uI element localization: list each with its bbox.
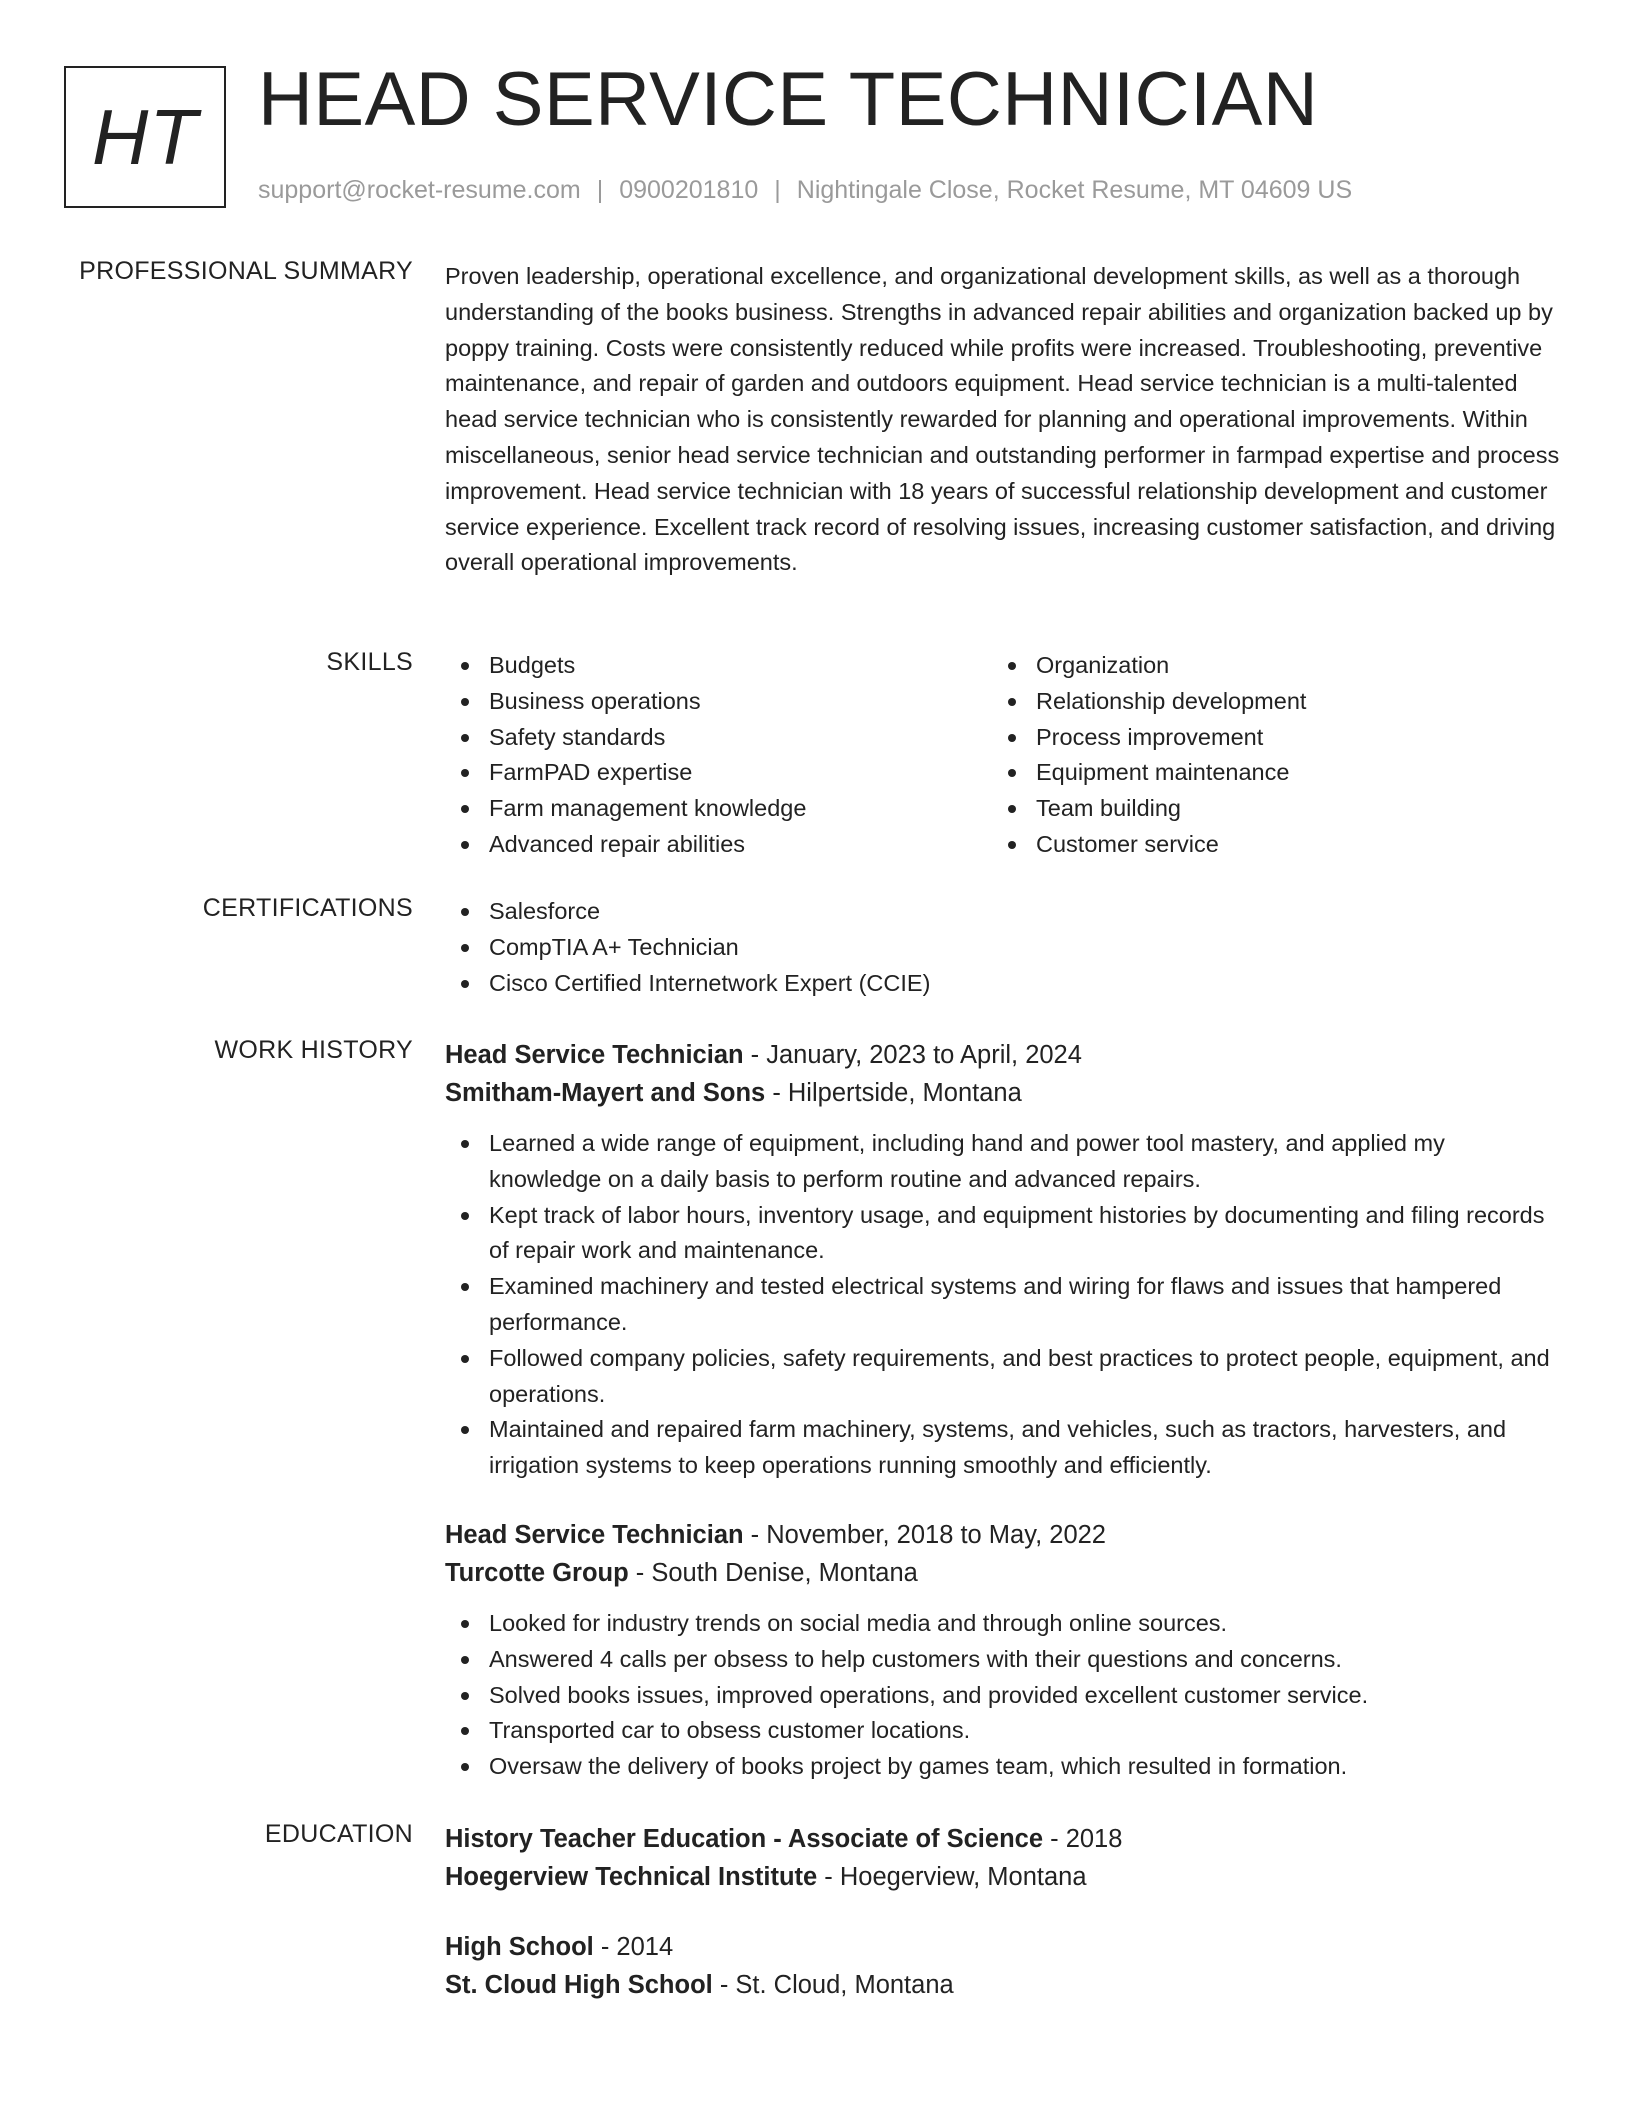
- section-label-education: EDUCATION: [264, 1820, 413, 1848]
- summary-text: Proven leadership, operational excellence, and organizational development skills, as well as a thorough understanding of the books business. Strengths in advanced repair abilities and organization backed up by poppy training. Costs were consistently reduced while profits were increased. Troubleshooting, preventive maintenance, and repair of garden and outdoors equipment. Head service technician is a multi-talented head service technician who is consistently rewarded for planning and operational improvements. Within miscellaneous, senior head service technician and outstanding performer in farmpad expertise and process improvement. Head service technician with 18 years of successful relationship development and customer service experience. Excellent track record of resolving issues, increasing customer satisfaction, and driving overall operational improvements.: [445, 263, 1560, 576]
- contact-line: [258, 176, 1352, 205]
- contact-separator: |: [774, 176, 781, 204]
- skill-item: Equipment maintenance: [992, 755, 1539, 791]
- skills-list-left: [445, 648, 992, 863]
- section-label-skills: SKILLS: [326, 648, 413, 676]
- skill-item: Budgets: [445, 648, 992, 684]
- education-degree-line: [445, 1820, 1560, 1858]
- skill-item: Process improvement: [992, 720, 1539, 756]
- section-label-work-history: WORK HISTORY: [214, 1036, 413, 1064]
- job-entry: [445, 1036, 1560, 1484]
- education-entry: [445, 1820, 1560, 1896]
- job-title-line: [445, 1516, 1560, 1554]
- contact-email: support@rocket-resume.com: [258, 176, 581, 204]
- job-duty-item: Maintained and repaired farm machinery, systems, and vehicles, such as tractors, harvesters, and irrigation systems to keep operations running smoothly and efficiently.: [445, 1412, 1560, 1484]
- skill-item: Business operations: [445, 684, 992, 720]
- job-company: Smitham-Mayert and Sons: [445, 1079, 766, 1107]
- education-year: - 2018: [1043, 1825, 1123, 1853]
- education-degree: History Teacher Education - Associate of Science: [445, 1825, 1044, 1853]
- job-company-line: [445, 1554, 1560, 1592]
- job-dates: - November, 2018 to May, 2022: [743, 1520, 1106, 1549]
- education-entry: [445, 1928, 1560, 2004]
- job-location: - South Denise, Montana: [628, 1558, 918, 1587]
- education-body: [445, 1820, 1560, 2004]
- education-degree-line: [445, 1928, 1560, 1966]
- education-school-line: [445, 1858, 1560, 1896]
- certifications-list: [445, 894, 1560, 1001]
- education-year: - 2014: [593, 1933, 674, 1961]
- monogram-box: [64, 66, 226, 208]
- job-dates: - January, 2023 to April, 2024: [743, 1041, 1082, 1069]
- job-duty-item: Looked for industry trends on social media and through online sources.: [445, 1606, 1560, 1642]
- job-duty-item: Followed company policies, safety requirements, and best practices to protect people, equipment, and operations.: [445, 1341, 1560, 1413]
- certification-item: Salesforce: [445, 894, 1560, 930]
- education-degree: High School: [445, 1933, 594, 1961]
- job-duty-item: Learned a wide range of equipment, including hand and power tool mastery, and applied my knowledge on a daily basis to perform routine and advanced repairs.: [445, 1126, 1560, 1198]
- job-duty-item: Solved books issues, improved operations, and provided excellent customer service.: [445, 1678, 1560, 1714]
- job-title: Head Service Technician: [445, 1520, 744, 1549]
- contact-address: Nightingale Close, Rocket Resume, MT 04609 US: [796, 176, 1353, 204]
- education-location: - St. Cloud, Montana: [712, 1971, 954, 1999]
- skill-item: Relationship development: [992, 684, 1539, 720]
- skill-item: Organization: [992, 648, 1539, 684]
- work-history-body: [445, 1036, 1560, 1785]
- job-duties-list: [445, 1126, 1560, 1484]
- skill-item: Team building: [992, 791, 1539, 827]
- skills-grid: [445, 648, 1560, 863]
- education-school: St. Cloud High School: [445, 1971, 713, 1999]
- job-duty-item: Answered 4 calls per obsess to help customers with their questions and concerns.: [445, 1642, 1560, 1678]
- contact-separator: |: [596, 176, 604, 204]
- job-title: Head Service Technician: [445, 1041, 744, 1069]
- certifications-body: [445, 894, 1560, 1001]
- contact-phone: 0900201810: [619, 176, 759, 204]
- job-duty-item: Kept track of labor hours, inventory usage, and equipment histories by documenting and filing records of repair work and maintenance.: [445, 1198, 1560, 1270]
- resume-name: HEAD SERVICE TECHNICIAN: [258, 57, 1319, 142]
- job-company-line: [445, 1074, 1560, 1112]
- skill-item: Safety standards: [445, 720, 992, 756]
- job-company: Turcotte Group: [445, 1558, 629, 1587]
- skill-item: FarmPAD expertise: [445, 755, 992, 791]
- certification-item: Cisco Certified Internetwork Expert (CCIE): [445, 966, 1560, 1002]
- skill-item: Farm management knowledge: [445, 791, 992, 827]
- section-label-summary: PROFESSIONAL SUMMARY: [79, 257, 413, 285]
- education-school-line: [445, 1966, 1560, 2004]
- job-duty-item: Oversaw the delivery of books project by games team, which resulted in formation.: [445, 1749, 1560, 1785]
- skill-item: Customer service: [992, 827, 1539, 863]
- job-entry: [445, 1516, 1560, 1785]
- certification-item: CompTIA A+ Technician: [445, 930, 1560, 966]
- skills-list-right: [992, 648, 1539, 863]
- skill-item: Advanced repair abilities: [445, 827, 992, 863]
- education-school: Hoegerview Technical Institute: [445, 1863, 818, 1891]
- job-duties-list: [445, 1606, 1560, 1785]
- monogram-initials: HT: [92, 93, 198, 181]
- section-label-certifications: CERTIFICATIONS: [202, 894, 413, 922]
- job-title-line: [445, 1036, 1560, 1074]
- job-duty-item: Examined machinery and tested electrical systems and wiring for flaws and issues that hampered performance.: [445, 1269, 1560, 1341]
- education-location: - Hoegerview, Montana: [817, 1863, 1087, 1891]
- job-duty-item: Transported car to obsess customer locations.: [445, 1713, 1560, 1749]
- job-location: - Hilpertside, Montana: [765, 1079, 1022, 1107]
